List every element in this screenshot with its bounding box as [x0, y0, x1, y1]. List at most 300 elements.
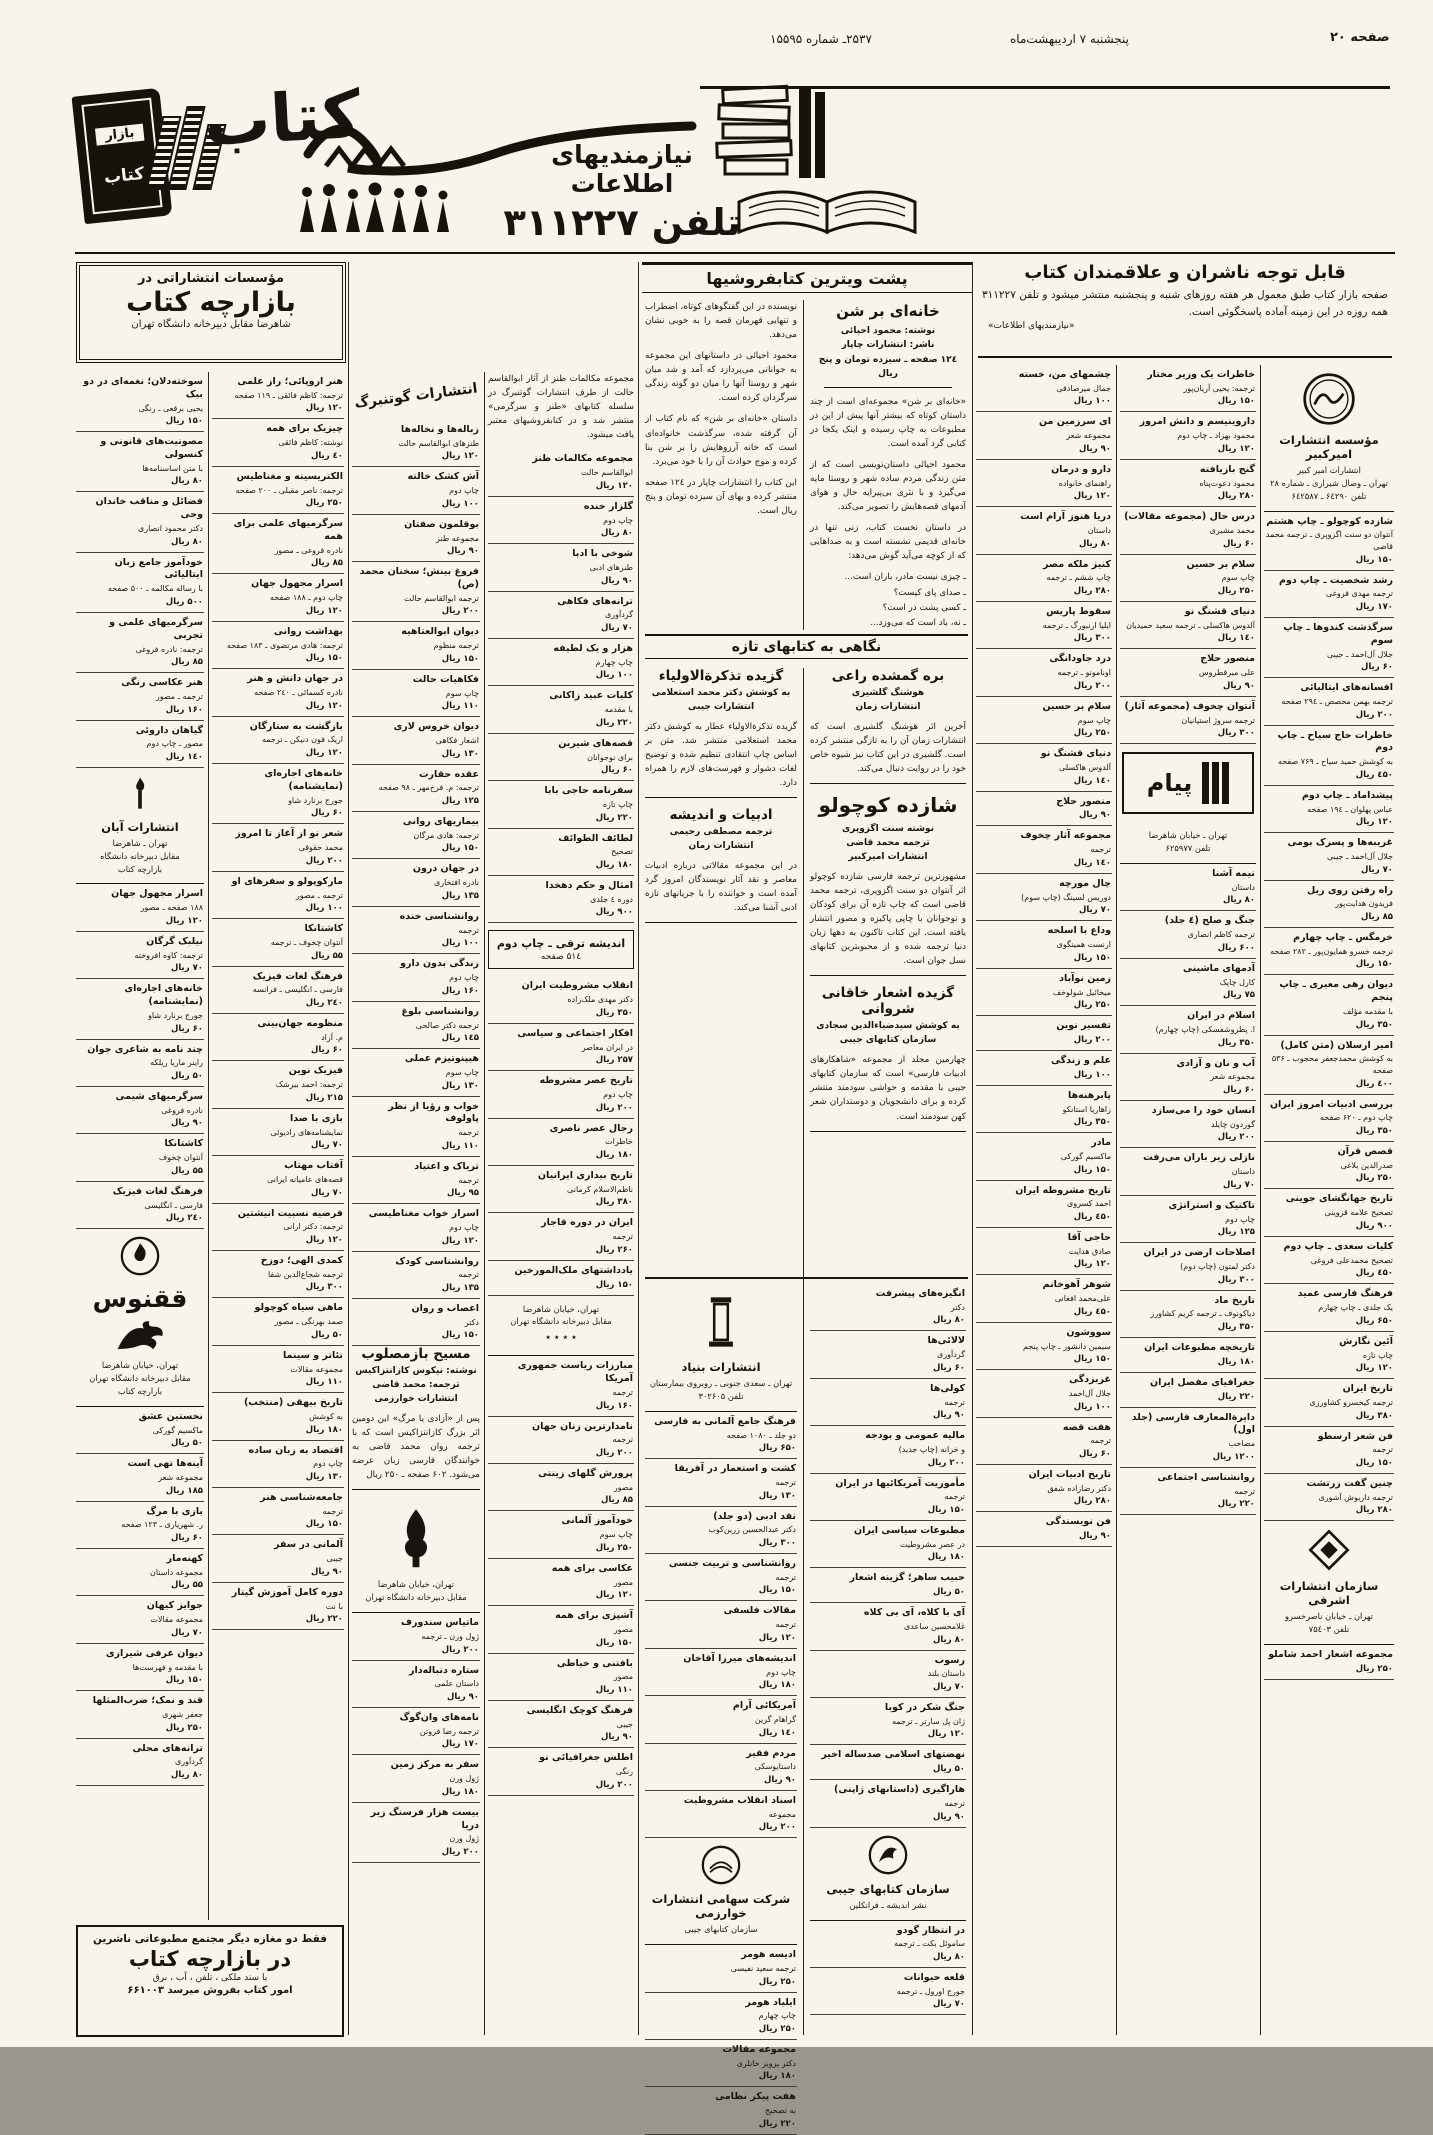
ad-item — [212, 1014, 344, 1061]
ad-title: اسرار خواب مغناطیسی — [368, 1208, 479, 1220]
ad-title: خانه‌های اجاره‌ای (نمایشنامه) — [264, 768, 343, 792]
ad-price: ۹۰ ریال — [1222, 680, 1255, 691]
ad-detail: جعفر شهری — [162, 1709, 203, 1719]
ad-item — [810, 1284, 966, 1331]
ad-detail: سیمین دانشور ـ چاپ پنجم — [1023, 1341, 1111, 1351]
ad-detail: ترجمه — [458, 1175, 479, 1185]
ad-item — [1264, 881, 1394, 928]
payam-address-block — [1120, 822, 1256, 864]
ad-price: ۲۵۰ ریال — [595, 1542, 633, 1553]
ad-detail: زاهاریا استانکو — [1062, 1104, 1111, 1114]
ad-price: ۲۰۰ ریال — [595, 1102, 633, 1113]
ad-price: ۱۵۰ ریال — [1073, 1164, 1111, 1175]
column-rule — [1116, 365, 1117, 2035]
ad-price: ۱۲۰ ریال — [1355, 1363, 1393, 1374]
ad-price: ۶۰ ریال — [310, 1045, 343, 1056]
ad-item — [212, 467, 344, 514]
ad-title: تاریخ بیهقی (منتخب) — [243, 1397, 343, 1409]
ad-item — [352, 765, 480, 812]
vitrine-section-header: پشت ویترین کتابفروشیها — [642, 262, 972, 293]
ad-price: ۷۰ ریال — [170, 963, 203, 974]
ad-price: ۶۵۰ ریال — [758, 1443, 796, 1454]
ad-item — [1120, 1291, 1256, 1338]
ad-list — [352, 420, 480, 765]
ad-price: ۱۲۰ ریال — [1217, 443, 1255, 454]
ad-detail: ترجمه — [1090, 1436, 1111, 1446]
masthead-rule-bottom — [75, 252, 1395, 254]
ad-price: ۸۰ ریال — [932, 1315, 965, 1326]
ad-price: ۱۶۰ ریال — [595, 1400, 633, 1411]
ad-detail: چاپ دوم — [449, 486, 479, 496]
ad-price: ۹۰ ریال — [1078, 443, 1111, 454]
ad-title: روانشناسی و تربیت جنسی — [668, 1557, 796, 1569]
ad-detail: مصور ـ چاپ دوم — [146, 739, 203, 749]
ad-item — [76, 553, 204, 613]
ad-detail: نادره فروغی ـ مصور — [274, 545, 343, 555]
ad-item — [1120, 649, 1256, 696]
book-author: نوشته سنت اگزوپری — [841, 824, 935, 835]
ad-title: مادر — [1091, 1137, 1111, 1149]
ad-item — [976, 792, 1112, 827]
ad-title: حاجی آقا — [1067, 1231, 1111, 1243]
ad-price: ۶۰ ریال — [310, 808, 343, 819]
ad-price: ۲۵۰ ریال — [1355, 1663, 1393, 1674]
ad-detail: آنتوان چخوف ـ ترجمه — [270, 937, 343, 947]
ad-item — [1264, 571, 1394, 618]
ad-item — [1120, 1054, 1256, 1101]
ad-item — [1264, 1332, 1394, 1379]
ad-item — [810, 1474, 966, 1521]
ad-price: ٤۵۰ ریال — [1073, 1211, 1111, 1222]
ad-detail: محمود بهزاد ـ چاپ دوم — [1177, 431, 1255, 441]
book-publisher: انتشارات خوارزمی — [374, 1394, 458, 1405]
ad-list — [76, 1407, 204, 1786]
ad-detail: مجموعه مقالات — [150, 1615, 203, 1625]
ad-detail: جیبی — [326, 1554, 343, 1564]
ad-title: دنیای قشنگ نو — [1184, 606, 1255, 618]
review-paragraph: «خانه‌ای بر شن» مجموعه‌ای است از چند داستان کوتاه که بیشتر آنها پیش از این در مطبوعات به چاپ رسیده و اینک یکجا در کتابی گرد آمده است. — [810, 396, 966, 449]
ad-detail: ترجمه: یحیی آریان‌پور — [1183, 383, 1255, 393]
ad-detail: ترجمه سعید نفیسی — [730, 1964, 796, 1974]
ad-item — [976, 921, 1112, 968]
ad-title: سوخته‌دلان؛ نغمه‌ای در دو بیک — [83, 376, 203, 400]
ad-detail: برای نوجوانان — [587, 752, 633, 762]
ad-detail: ترجمه ابوالقاسم حالت — [403, 593, 479, 603]
ad-detail: ترجمه: کاظم فائقی ـ ۱۱۹ صفحه — [234, 390, 343, 400]
ad-detail: به کوشش حمید سیاح ـ ۷۶۹ صفحه — [1277, 757, 1393, 767]
ad-price: ۱۲۰ ریال — [305, 403, 343, 414]
ad-detail: محمود دعوت‌پناه — [1199, 478, 1255, 488]
ad-item — [645, 2040, 797, 2087]
ad-price: ۱۷۰ ریال — [1355, 601, 1393, 612]
ad-detail: ژان پل سارتر ـ ترجمه — [892, 1716, 965, 1726]
ad-price: ۳۵۰ ریال — [1355, 1126, 1393, 1137]
dialog-line: ـ چیزی نیست مادر، باران است... — [844, 572, 966, 583]
ad-item — [212, 1393, 344, 1440]
ad-price: ۹۰ ریال — [932, 1410, 965, 1421]
ad-item — [488, 592, 634, 639]
ad-detail: نادره افتخاری — [433, 878, 479, 888]
ad-detail: دیاکونوف ـ ترجمه کریم کشاورز — [1150, 1309, 1255, 1319]
book-translator: ترجمه: محمد قاضی — [372, 1380, 460, 1391]
ad-list — [488, 976, 634, 1295]
ad-title: فن شعر ارسطو — [1317, 1430, 1393, 1442]
publisher-block-kharazmi — [645, 1838, 797, 1945]
review-paragraph: در داستان نخست کتاب، زنی تنها در خانه‌ای قدیمی نشسته است و به صداهایی که از کوچه می‌آید گوش می‌دهد: — [810, 523, 966, 562]
ad-detail: داستان علمی — [434, 1679, 479, 1689]
ad-price: ۱۷۰ ریال — [441, 1739, 479, 1750]
ad-price: ۳۰۰ ریال — [1217, 728, 1255, 739]
ad-price: ۲۵۰ ریال — [305, 498, 343, 509]
ad-detail: ایلیا ارنبورگ ـ ترجمه — [1042, 620, 1111, 630]
publisher-block-qoqnoos — [76, 1229, 204, 1407]
book-publisher: انتشارات امیرکبیر — [848, 852, 928, 862]
ad-item — [352, 1157, 480, 1204]
ad-detail: چاپ تازه — [1362, 1350, 1393, 1360]
ad-detail: چاپ دوم ـ ۶۲۰ صفحه — [1320, 1113, 1393, 1123]
book-review-body: آخرین اثر هوشنگ گلشیری است که انتشارات زمان آن را به تازگی منتشر کرده است. گلشیری در این کتاب نیز شیوه خاص خود را در روایت دنبال می‌کند. — [810, 721, 966, 775]
ad-detail: اونامونو ـ ترجمه — [1057, 668, 1111, 678]
ad-item — [645, 1945, 797, 1992]
ad-list — [1120, 864, 1256, 1515]
ad-price: ۷۵ ریال — [1222, 990, 1255, 1001]
ad-detail: چاپ دوم — [603, 1090, 633, 1099]
ad-item — [352, 1097, 480, 1157]
ad-item — [488, 1071, 634, 1118]
ad-title: اعصاب و روان — [411, 1302, 479, 1314]
ad-detail: فریدون هدایت‌پور — [1335, 899, 1393, 909]
book-title: گزیده اشعار خاقانی شروانی — [821, 985, 955, 1018]
publisher-address: بازارچه کتاب — [117, 1385, 163, 1396]
ad-title: اسرار مجهول جهان — [111, 888, 203, 900]
ad-item — [212, 824, 344, 871]
new-book-entry — [810, 985, 966, 1131]
ad-detail: به کوشش محمدجعفر محجوب ـ ۵۳۶ صفحه — [1271, 1054, 1393, 1076]
ad-title: داروینیسم و دانش امروز — [1139, 416, 1255, 428]
ad-title: پرورش گلهای زینتی — [538, 1467, 633, 1479]
ad-item — [488, 1606, 634, 1653]
ad-price: ۱۸۰ ریال — [441, 1786, 479, 1797]
ad-price: ۹۰۰ ریال — [1355, 1220, 1393, 1231]
book-title: مسیح بازمصلوب — [361, 1346, 471, 1363]
ad-item — [1120, 1408, 1256, 1468]
ad-price: ۱۰۰ ریال — [1073, 1401, 1111, 1412]
ad-item — [76, 1087, 204, 1134]
ad-detail: ترجمه کاظم انصاری — [1187, 930, 1255, 940]
ad-item — [1264, 1095, 1394, 1142]
ad-detail: جیبی — [616, 1719, 633, 1729]
ad-item — [1264, 1427, 1394, 1474]
ad-title: چشمهای من، خسته — [1018, 369, 1111, 380]
page-date: پنجشنبه ۷ اردیبهشت‌ماه — [1010, 32, 1129, 46]
review-author: نوشته: محمود احیائی — [840, 326, 936, 336]
ad-price: ۷۰ ریال — [932, 1682, 965, 1693]
ad-title: فرهنگ کوچک انگلیسی — [526, 1705, 633, 1716]
ad-item — [1264, 833, 1394, 880]
ad-item — [488, 1701, 634, 1748]
ad-title: قند و نمک؛ ضرب‌المثلها — [92, 1695, 203, 1707]
ad-item — [76, 1134, 204, 1181]
ad-item — [488, 1654, 634, 1701]
ad-price: ۹۰۰ ریال — [595, 907, 633, 918]
notice-signature: «نیازمندیهای اطلاعات» — [988, 320, 1075, 331]
ad-list — [645, 1412, 797, 1839]
ad-item — [1120, 1243, 1256, 1290]
ad-title: بیست هزار فرسنگ زیر دریا — [370, 1806, 479, 1831]
book-publisher: انتشارات زمان — [688, 841, 754, 852]
ad-item — [1120, 1468, 1256, 1515]
ad-detail: با متن اساسنامه‌ها — [142, 463, 203, 473]
ad-price: ۱۳۵ ریال — [441, 890, 479, 901]
ad-detail: یحیی برقعی ـ رنگی — [138, 403, 203, 413]
ad-price: ۱٤۰ ریال — [1073, 775, 1111, 786]
ad-title: بازگشت به ستارگان — [249, 720, 343, 732]
ad-title: عکاسی برای همه — [551, 1562, 633, 1574]
ad-price: ۲۵۰ ریال — [758, 1976, 796, 1987]
ad-price: ۲۶۰ ریال — [595, 1244, 633, 1255]
ad-price: ۸۰ ریال — [932, 1951, 965, 1962]
ad-price: ۶۰۰ ریال — [1217, 942, 1255, 953]
ad-detail: ترجمه: هادی مرگان — [413, 830, 479, 840]
far-left-column — [76, 372, 204, 1920]
ad-price: ۱۶۰ ریال — [441, 985, 479, 996]
ad-price: ۱۸۰ ریال — [595, 1150, 633, 1160]
ad-title: خواب و رؤیا از نظر پاولوف — [388, 1100, 479, 1125]
ad-detail: ترجمه سروژ استپانیان — [1181, 715, 1255, 725]
ad-item — [212, 717, 344, 764]
publisher-block-bonyad — [645, 1284, 797, 1412]
stars-divider: ٭ ٭ ٭ ٭ — [545, 1332, 577, 1344]
ad-title: چال مورچه — [1059, 877, 1111, 889]
ad-price: ۷۰ ریال — [1222, 1179, 1255, 1190]
ad-detail: خاطرات — [605, 1137, 633, 1147]
tulip-emblem-icon — [399, 1559, 433, 1578]
ad-title: مطبوعات سیاسی ایران — [853, 1525, 965, 1537]
ad-price: ۱۵۰ ریال — [1217, 396, 1255, 407]
ad-item — [976, 1016, 1112, 1051]
column-rule — [803, 668, 804, 2035]
ad-item — [976, 649, 1112, 696]
ad-title: فرضیه نسبیت انیشتین — [237, 1207, 343, 1219]
ad-item — [976, 555, 1112, 602]
ad-detail: با مقدمه مؤلف — [1343, 1007, 1393, 1017]
ad-item — [810, 1603, 966, 1650]
ad-title: انقلاب مشروطیت ایران — [521, 980, 633, 992]
andisheh-line2: ۵۱٤ صفحه — [540, 952, 582, 963]
ad-title: بوقلمون صفتان — [404, 518, 479, 530]
masih-book-block — [352, 1346, 480, 1490]
mid-left-column-2 — [488, 372, 634, 2035]
ad-item — [212, 419, 344, 466]
ad-title: سقوط پاریس — [1046, 606, 1111, 618]
ad-item — [645, 2087, 797, 2134]
review-title: خانه‌ای بر شن — [836, 302, 940, 320]
ad-detail: چاپ سوم — [445, 1067, 479, 1077]
book-author: نوشته: نیکوس کازانتزاکیس — [355, 1366, 477, 1377]
ad-title: مالیه عمومی و بودجه — [865, 1430, 965, 1442]
ad-price: ٤۰۰ ریال — [1355, 1078, 1393, 1089]
ad-detail: گردآوری — [605, 610, 633, 620]
ad-price: ۶۰ ریال — [600, 765, 633, 776]
ad-item — [488, 734, 634, 781]
ad-item — [810, 1921, 966, 1968]
dialog-line: ـ کسی پشت در است؟ — [882, 603, 966, 614]
ad-title: ستاره دنباله‌دار — [409, 1664, 479, 1676]
ad-detail: چاپ ششم ـ ترجمه — [1046, 573, 1111, 583]
ad-price: ۷۰ ریال — [170, 1627, 203, 1638]
ad-item — [212, 514, 344, 574]
ad-item — [1264, 1237, 1394, 1284]
ad-title: درد جاودانگی — [1049, 653, 1111, 665]
ad-title: منظومه جهان‌بینی — [257, 1017, 343, 1029]
review-column-left — [645, 300, 797, 630]
ad-price: ۷۰ ریال — [310, 1140, 343, 1151]
ad-detail: راینر ماریا ریلکه — [150, 1058, 203, 1068]
ad-item — [1120, 365, 1256, 412]
ad-price: ۲۰۰ ریال — [305, 855, 343, 866]
ad-price: ۱۶۰ ریال — [165, 704, 203, 715]
publisher-address: مقابل دبیرخانه دانشگاه تهران — [510, 1316, 612, 1327]
ad-price: ۲۲۰ ریال — [595, 812, 633, 823]
ad-item — [212, 1251, 344, 1298]
ad-item — [76, 932, 204, 979]
ad-title: خودآموز آلمانی — [561, 1515, 633, 1527]
ad-detail: دکتر — [950, 1302, 965, 1312]
ad-item — [1120, 1373, 1256, 1408]
ad-item — [488, 544, 634, 591]
ad-item — [488, 976, 634, 1023]
ad-title: خاطرات حاج سیاح ـ چاپ دوم — [1277, 729, 1393, 754]
ad-price: ۱۲۰ ریال — [1355, 817, 1393, 828]
ad-price: ۸۵ ریال — [1360, 912, 1393, 923]
ad-price: ٤۵۰ ریال — [1355, 1268, 1393, 1279]
ad-price: ۲۰۰ ریال — [927, 1457, 965, 1468]
ad-detail: ترجمه — [944, 1492, 965, 1502]
ad-item — [645, 1744, 797, 1791]
publisher-line: سازمان کتابهای جیبی — [684, 1924, 758, 1935]
ad-price: ۵۰ ریال — [932, 1764, 965, 1775]
ad-price: ۹۰ ریال — [446, 546, 479, 557]
ad-item — [976, 460, 1112, 507]
ad-price: ۱۲۰ ریال — [441, 451, 479, 462]
ad-title: آشپزی برای همه — [555, 1610, 633, 1622]
ad-price: ۱۰۰ ریال — [305, 903, 343, 914]
ad-item — [76, 1502, 204, 1549]
ad-title: علم و زندگی — [1051, 1054, 1111, 1066]
ad-title: در جهان درون — [412, 863, 479, 875]
ad-price: ۸۰ ریال — [170, 536, 203, 547]
ad-price: ۱۵۰ ریال — [1355, 554, 1393, 565]
ad-item — [76, 1407, 204, 1454]
ad-detail: ساموئل بکت ـ ترجمه — [894, 1939, 965, 1949]
ad-title: هزار و یک لطیفه — [553, 642, 633, 654]
ad-title: زباله‌ها و نخاله‌ها — [400, 424, 479, 435]
ad-item — [1120, 507, 1256, 554]
ad-item — [76, 1549, 204, 1596]
book-title: شازده کوچولو — [818, 793, 958, 818]
ad-detail: گوردون چایلد — [1210, 1119, 1255, 1129]
ad-title: در جهان دانش و هنر — [247, 673, 343, 685]
ad-price: ۶۰ ریال — [1222, 1085, 1255, 1095]
ad-title: زمین نوآباد — [1059, 972, 1111, 984]
ad-title: یادداشتهای ملک‌المورخین — [514, 1264, 633, 1276]
ad-price: ۲۲۰ ریال — [1217, 1499, 1255, 1510]
ad-item — [488, 449, 634, 496]
book-publisher: انتشارات جیبی — [687, 701, 755, 712]
ad-title: کهنه‌مار — [166, 1552, 203, 1564]
ad-price: ۲۰۰ ریال — [441, 1644, 479, 1655]
ad-detail: محمد مشیری — [1209, 526, 1255, 536]
ad-price: ۳۵۰ ریال — [1217, 1037, 1255, 1048]
ad-title: تئاتر و سینما — [282, 1349, 343, 1361]
ad-item — [76, 613, 204, 673]
ad-detail: رنگی — [615, 1767, 633, 1777]
ad-item — [810, 1968, 966, 2015]
ad-detail: مجموعه شعر — [1066, 431, 1111, 441]
ad-item — [976, 1133, 1112, 1180]
ad-item — [76, 1040, 204, 1087]
ad-price: ۲۰۰ ریال — [1217, 1132, 1255, 1143]
ad-title: مقالات فلسفی — [723, 1605, 796, 1617]
ad-item — [645, 1601, 797, 1648]
ad-item — [1264, 618, 1394, 678]
kharazmi-emblem-icon — [701, 1870, 741, 1889]
ad-detail: چاپ چهارم — [758, 2011, 796, 2021]
ad-item — [352, 562, 480, 622]
ad-detail: ترجمه رضا فروتن — [419, 1726, 479, 1736]
ad-detail: ترجمه: کاوه افروخته — [134, 950, 203, 960]
ad-title: نیمه آشنا — [1212, 867, 1255, 879]
ad-title: نازلی زیر باران می‌رفت — [1143, 1152, 1255, 1164]
ad-item — [76, 1596, 204, 1643]
andisheh-line1: اندیشه ترقی ـ چاپ دوم — [496, 937, 626, 951]
ad-price: ۱۵۰ ریال — [165, 1675, 203, 1686]
ad-price: ۵۰ ریال — [170, 1070, 203, 1081]
ad-item — [352, 420, 480, 467]
ad-title: چنین گفت زرتشت — [1306, 1477, 1393, 1489]
ad-item — [976, 1228, 1112, 1275]
ad-item — [212, 1583, 344, 1630]
ad-title: هفت پیکر نظامی — [715, 2091, 796, 2103]
ad-detail: دوره ٤ جلدی — [590, 894, 633, 904]
phoenix-bird-icon — [112, 1340, 168, 1359]
ad-list — [76, 884, 204, 1229]
ad-title: فضائل و مناقب خاندان وحی — [95, 496, 203, 521]
column-rule — [208, 372, 209, 1920]
ad-item — [645, 1554, 797, 1601]
ad-price: ۱۱۰ ریال — [441, 1140, 479, 1151]
ad-title: دایرةالمعارف فارسی (جلد اول) — [1131, 1411, 1255, 1436]
ad-detail: چاپ دوم — [313, 1459, 343, 1469]
ad-item — [976, 602, 1112, 649]
ad-title: مجموعه مکالمات طنز — [532, 453, 633, 465]
ad-price: ۸۰ ریال — [170, 1769, 203, 1780]
ad-price: ۹۰ ریال — [1078, 810, 1111, 821]
ad-price: ۱۵۰ ریال — [1355, 959, 1393, 970]
ad-detail: داستان — [1087, 526, 1111, 536]
ad-price: ۲۸۰ ریال — [1355, 1505, 1393, 1516]
ad-item — [1264, 1284, 1394, 1331]
ad-price: ۲۰۰ ریال — [1355, 709, 1393, 720]
ad-detail: فارسی ـ انگلیسی — [144, 1200, 203, 1210]
gutenberg-slanted-header: انتشارات گوتنبرگ — [353, 380, 479, 412]
ad-detail: چاپ دوم — [766, 1667, 796, 1677]
ad-item — [645, 1791, 797, 1838]
ad-detail: چاپ دوم — [1225, 1214, 1255, 1224]
bazarcheh-line2: بازارچه کتاب — [126, 287, 296, 318]
ad-title: روانشناسی اجتماعی — [1157, 1471, 1255, 1483]
new-book-entry — [645, 668, 797, 798]
